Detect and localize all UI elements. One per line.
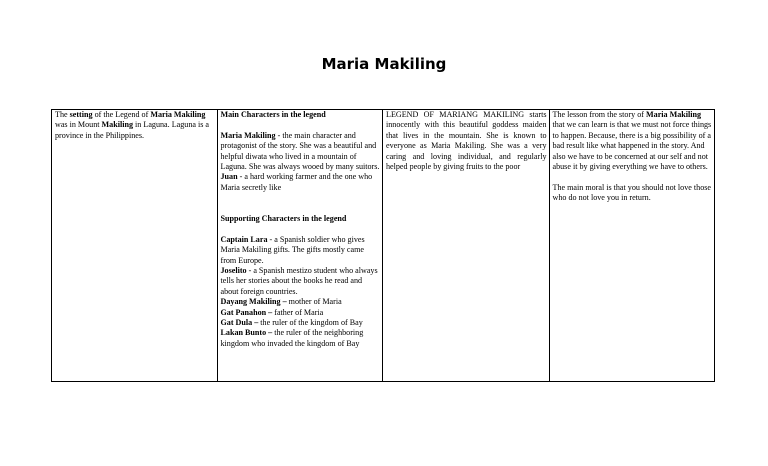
- lesson-cell: [550, 110, 715, 381]
- moral-paragraph: The main moral is that you should not love those who do not love you in return.: [552, 182, 711, 203]
- character-maria: Maria Makiling - the main character and protagonist of the story. She was a beautiful and helpful diwata who lived in a mountain of Laguna. She was always wooed by many suitors.: [220, 130, 380, 172]
- setting-cell: [52, 110, 218, 381]
- character-bunto: Lakan Bunto – the ruler of the neighboring kingdom who invaded the kingdom of Bay: [220, 328, 364, 348]
- supporting-characters-heading: Supporting Characters in the legend: [220, 214, 347, 224]
- character-dula: Gat Dula – the ruler of the kingdom of Bay: [220, 318, 363, 328]
- setting-paragraph: The setting of the Legend of Maria Makiling was in Mount Makiling in Laguna. Laguna is a province in the Philippines.: [55, 110, 209, 140]
- character-lara: Captain Lara - a Spanish soldier who gives Maria Makiling gifts. The gifts mostly came from Europe.: [220, 234, 365, 265]
- document-title: Maria Makiling: [321, 55, 447, 73]
- plot-paragraph: LEGEND OF MARIANG MAKILING starts innocently with this beautiful goddess maiden that lives in the mountain. She is known to everyone as Maria Makiling. She was a very caring and loving individual, and regularly helped people by giving fruits to the poor: [386, 110, 547, 172]
- character-panahon: Gat Panahon – father of Maria: [220, 307, 324, 317]
- plot-cell: [383, 110, 550, 381]
- characters-cell: [218, 110, 384, 381]
- legend-table: [51, 109, 715, 382]
- lesson-paragraph: The lesson from the story of Maria Makiling that we can learn is that we must not force things to happen. Because, there is a big possibility of a bad result like what happened in the story. And also we have to be concerned at our self and not abuse it by giving everything we have to others.: [552, 110, 712, 172]
- main-characters-heading: Main Characters in the legend: [220, 110, 326, 119]
- character-dayang: Dayang Makiling – mother of Maria: [220, 297, 342, 307]
- character-juan: Juan - a hard working farmer and the one who Maria secretly like: [220, 172, 373, 192]
- character-joselito: Joselito - a Spanish mestizo student who always tells her stories about the books he read and about foreign countries.: [220, 266, 378, 296]
